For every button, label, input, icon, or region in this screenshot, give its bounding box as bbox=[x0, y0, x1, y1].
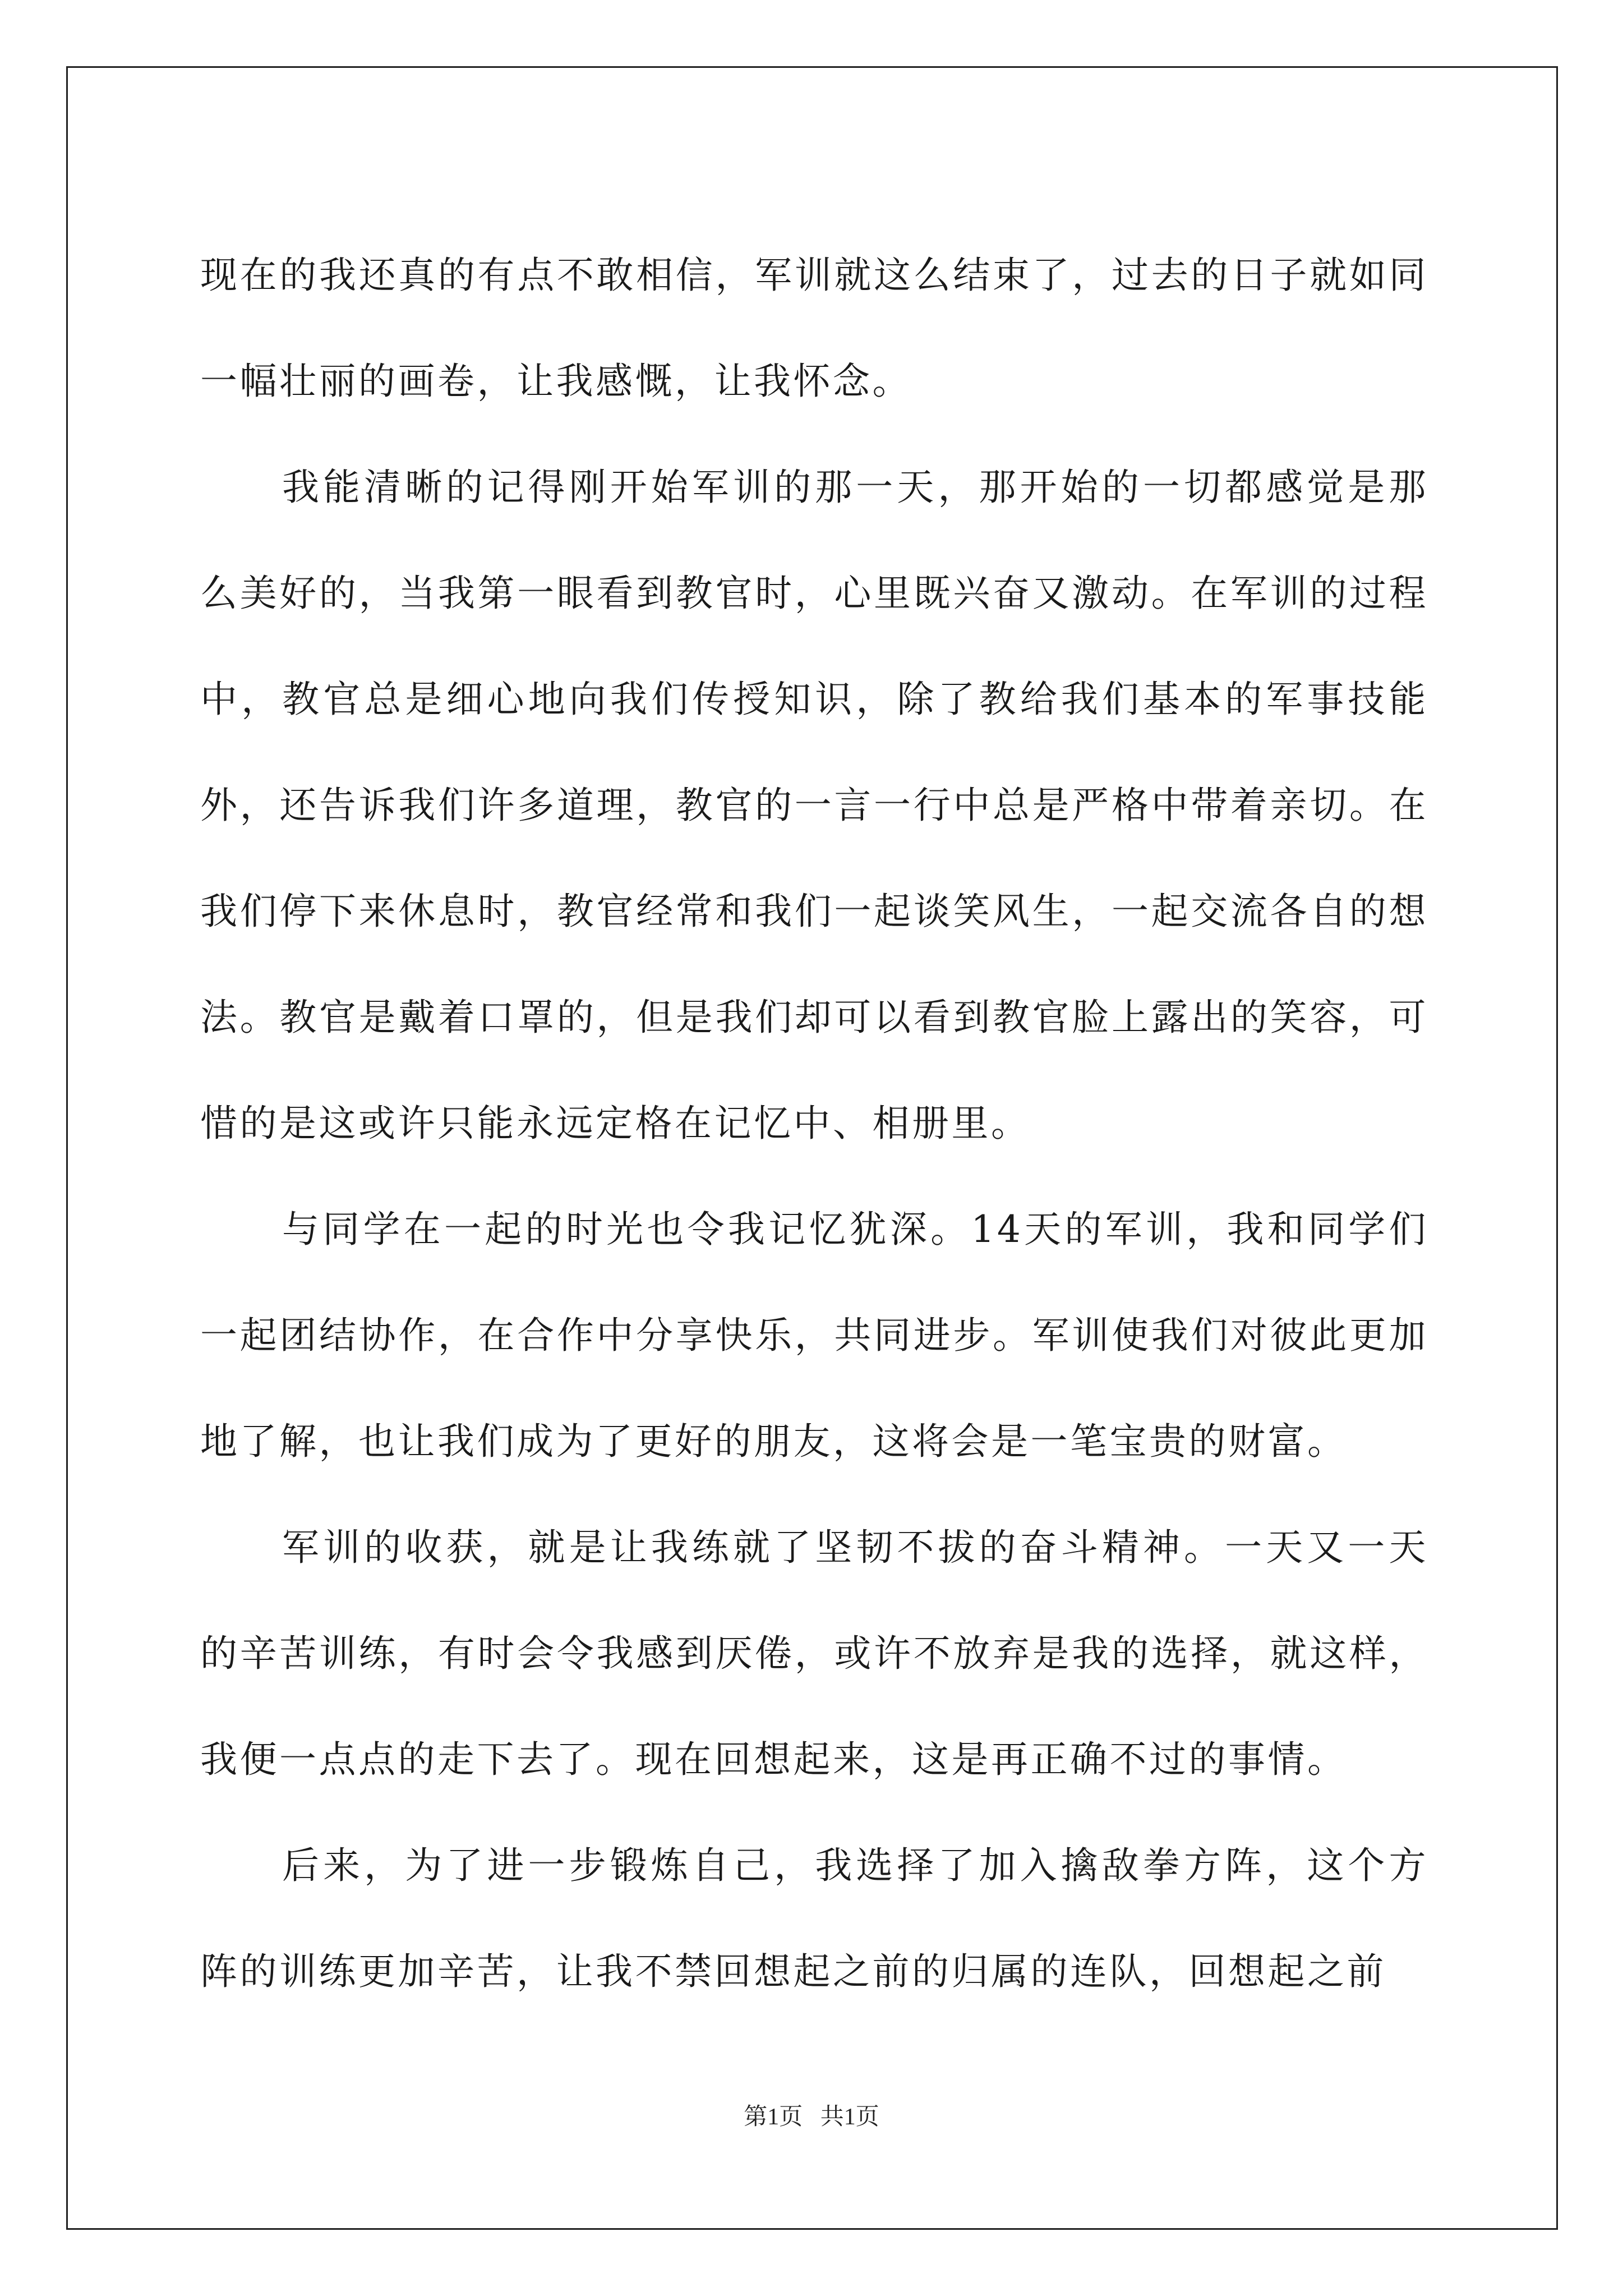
paragraph-5: 后来，为了进一步锻炼自己，我选择了加入擒敌拳方阵，这个方阵的训练更加辛苦，让我不禁回想起之前的归属的连队，回想起之前 bbox=[200, 1844, 1428, 1993]
paragraph-1: 现在的我还真的有点不敢相信，军训就这么结束了，过去的日子就如同一幅壮丽的画卷，让我感慨，让我怀念。 bbox=[200, 254, 1428, 403]
page-number-footer: 第1页 共1页 bbox=[744, 2104, 879, 2130]
paragraph-4: 军训的收获，就是让我练就了坚韧不拔的奋斗精神。一天又一天的辛苦训练，有时会令我感到厌倦，或许不放弃是我的选择，就这样，我便一点点的走下去了。现在回想起来，这是再正确不过的事情。 bbox=[200, 1526, 1428, 1781]
paragraph-3: 与同学在一起的时光也令我记忆犹深。14天的军训，我和同学们一起团结协作，在合作中分享快乐，共同进步。军训使我们对彼此更加地了解，也让我们成为了更好的朋友，这将会是一笔宝贵的财富。 bbox=[200, 1208, 1428, 1463]
paragraph-2: 我能清晰的记得刚开始军训的那一天，那开始的一切都感觉是那么美好的，当我第一眼看到教官时，心里既兴奋又激动。在军训的过程中，教官总是细心地向我们传授知识，除了教给我们基本的军事技能外，还告诉我们许多道理，教官的一言一行中总是严格中带着亲切。在我们停下来休息时，教官经常和我们一起谈笑风生，一起交流各自的想法。教官是戴着口罩的，但是我们却可以看到教官脸上露出的笑容，可惜的是这或许只能永远定格在记忆中、相册里。 bbox=[200, 466, 1428, 1145]
document-body bbox=[200, 222, 1428, 2024]
